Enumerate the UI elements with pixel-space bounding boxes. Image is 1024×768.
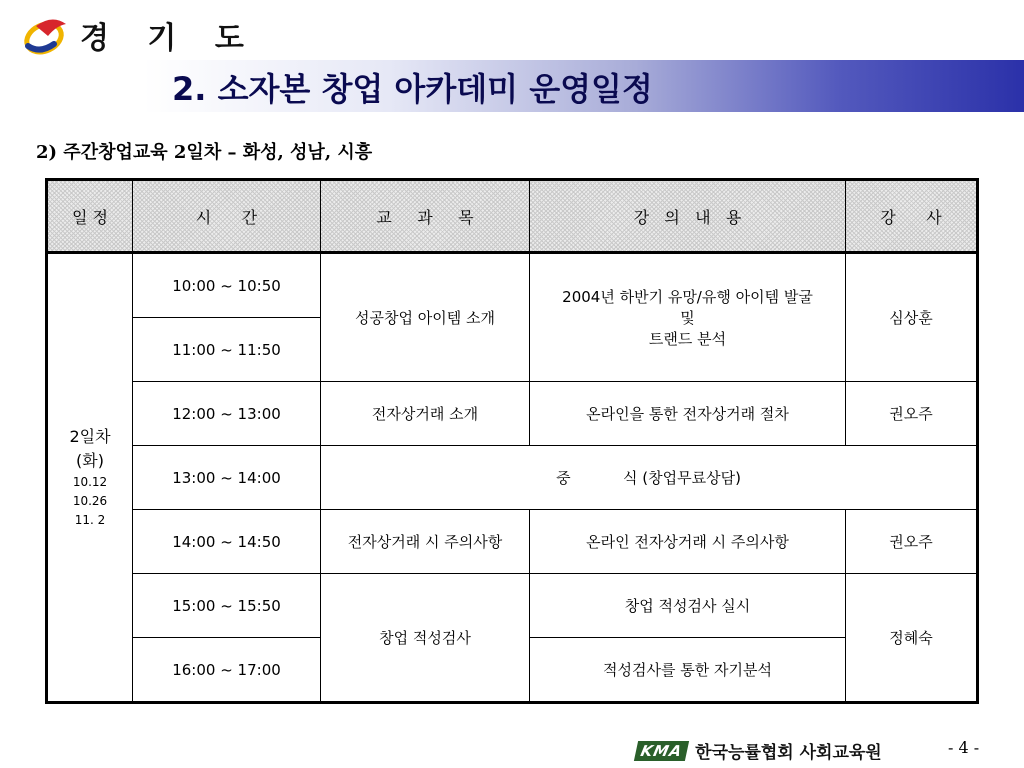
lunch-cell: 중 식 (창업무료상담) [321, 446, 978, 510]
content-line: 트랜드 분석 [648, 330, 727, 348]
content-cell: 온라인을 통한 전자상거래 절차 [530, 382, 846, 446]
org-name: 한국능률협회 사회교육원 [695, 743, 882, 763]
day-date: 10.12 [72, 475, 108, 489]
table-row [47, 574, 978, 638]
day-date: 10.26 [72, 494, 108, 508]
time-cell: 13:00 ~ 14:00 [133, 446, 321, 510]
time-cell: 12:00 ~ 13:00 [133, 382, 321, 446]
instructor-cell: 정혜숙 [846, 574, 978, 703]
page-number: - 4 - [948, 738, 980, 757]
table-row [47, 382, 978, 446]
header-time: 시 간 [133, 180, 321, 253]
content-line: 2004년 하반기 유망/유행 아이템 발굴 [562, 288, 813, 306]
gyeonggi-emblem-icon [22, 14, 74, 56]
content-cell: 적성검사를 통한 자기분석 [530, 638, 846, 703]
logo-text: 경 기 도 [80, 21, 258, 56]
day-label: 2일차 [69, 427, 111, 446]
header-instructor: 강 사 [846, 180, 978, 253]
header-schedule: 일 정 [47, 180, 133, 253]
day-cell [47, 253, 133, 703]
content-line: 및 [680, 309, 695, 327]
time-cell: 16:00 ~ 17:00 [133, 638, 321, 703]
kma-logo [636, 738, 882, 763]
subject-cell: 창업 적성검사 [321, 574, 530, 703]
day-weekday: (화) [76, 451, 104, 470]
header-content: 강 의 내 용 [530, 180, 846, 253]
header-subject: 교 과 목 [321, 180, 530, 253]
table-row [47, 253, 978, 318]
page-title: 2. 소자본 창업 아카데미 운영일정 [172, 70, 653, 108]
content-cell [530, 253, 846, 382]
table-row [47, 446, 978, 510]
gyeonggi-logo [22, 12, 258, 58]
time-cell: 14:00 ~ 14:50 [133, 510, 321, 574]
table-row [47, 510, 978, 574]
day-date: 11. 2 [74, 513, 106, 527]
subject-cell: 성공창업 아이템 소개 [321, 253, 530, 382]
time-cell: 10:00 ~ 10:50 [133, 253, 321, 318]
time-cell: 11:00 ~ 11:50 [133, 318, 321, 382]
kma-mark-icon: KMA [634, 741, 689, 761]
time-cell: 15:00 ~ 15:50 [133, 574, 321, 638]
content-cell: 온라인 전자상거래 시 주의사항 [530, 510, 846, 574]
table-header-row [47, 180, 978, 253]
section-subtitle: 2) 주간창업교육 2일차 – 화성, 성남, 시흥 [36, 142, 373, 163]
instructor-cell: 권오주 [846, 510, 978, 574]
instructor-cell: 심상훈 [846, 253, 978, 382]
subject-cell: 전자상거래 시 주의사항 [321, 510, 530, 574]
subject-cell: 전자상거래 소개 [321, 382, 530, 446]
schedule-table [45, 178, 979, 704]
instructor-cell: 권오주 [846, 382, 978, 446]
content-cell: 창업 적성검사 실시 [530, 574, 846, 638]
